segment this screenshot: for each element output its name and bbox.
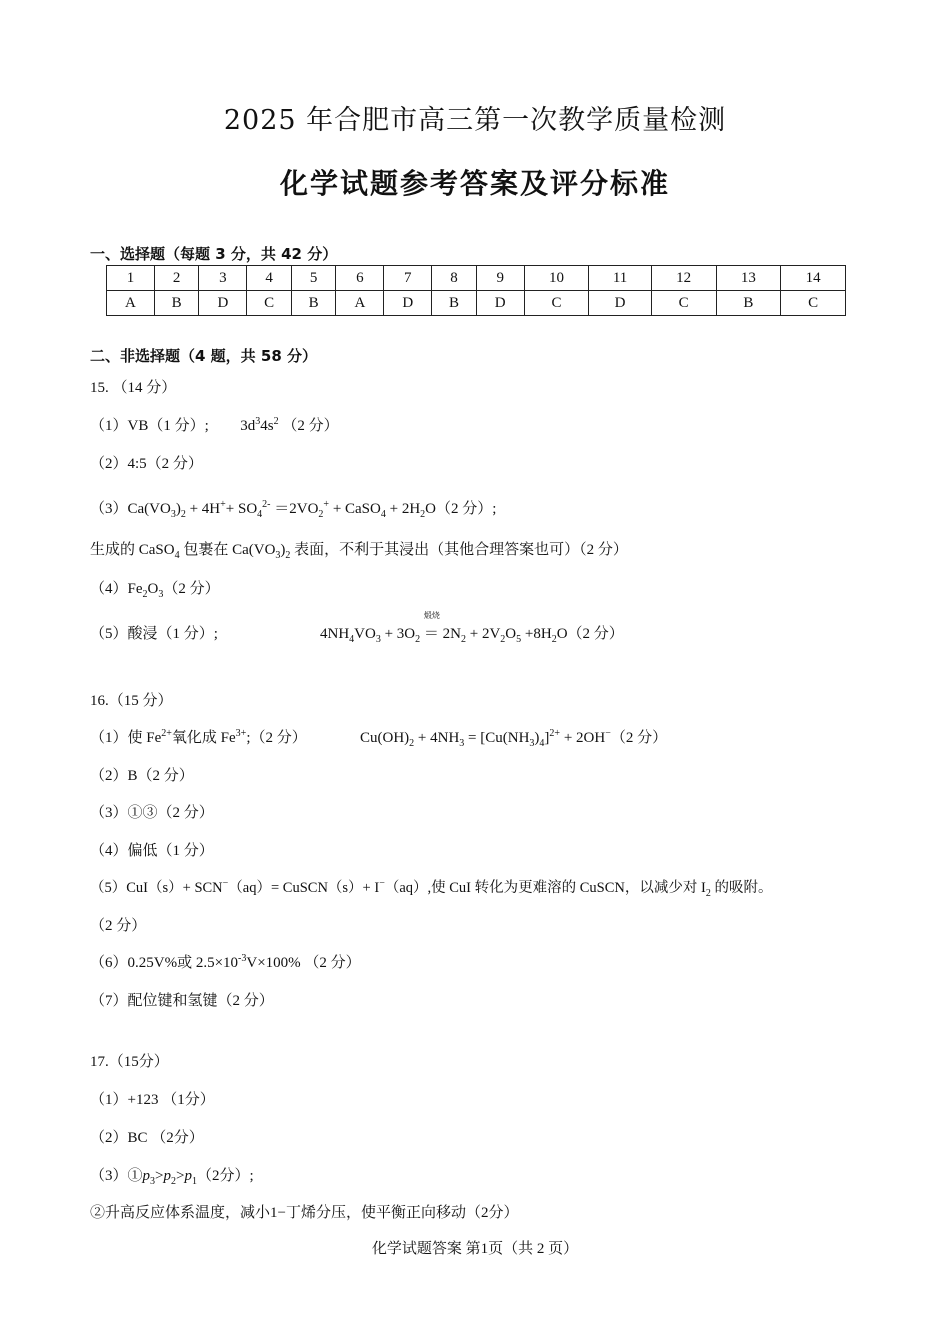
answer-cell: A [107,291,155,316]
q16-answer-3: （3）①③（2 分） [90,805,214,821]
q16-answer-4: （4）偏低（1 分） [90,843,214,859]
question-number-cell: 11 [589,266,651,291]
q17-heading: 17.（15分） [90,1054,169,1070]
q17-answer-2: （2）BC （2分） [90,1130,204,1146]
question-number-cell: 13 [716,266,781,291]
answer-cell: A [336,291,384,316]
q15-answer-2: （2）4:5（2 分） [90,456,203,472]
question-number-cell: 10 [524,266,589,291]
q16-answer-1-equation: $Cu(OH)_2 + 4NH_3 = [Cu(NH_3)_4]^{2+} + 2OH^-(2$ 分） [360,728,668,749]
question-number-cell: 12 [651,266,716,291]
question-number-cell: 14 [781,266,846,291]
q17-answer-1: （1）+123 （1分） [90,1092,215,1108]
q15-answer-3-explanation: 生成的 CaSO$_4$ 包裹在 $Ca(VO_3)_2$ 表面，不利于其浸出（其他合理答案也可）（2 分） [90,542,628,561]
q16-answer-2: （2）B（2 分） [90,768,194,784]
multiple-choice-table [106,265,846,316]
question-number-cell: 7 [384,266,432,291]
part1-heading: 一、选择题（每题 3 分，共 42 分） [90,245,338,263]
exam-title: 2025 年合肥市高三第一次教学质量检测 [223,105,727,136]
answer-cell: C [651,291,716,316]
question-number-row [107,266,846,291]
answer-cell: D [384,291,432,316]
part2-heading: 二、非选择题（4 题，共 58 分） [90,347,317,365]
q16-answer-7: （7）配位键和氢键（2 分） [90,993,274,1009]
question-number-cell: 1 [107,266,155,291]
q15-heading: 15. （14 分） [90,380,177,396]
q16-heading: 16.（15 分） [90,693,173,709]
answer-cell: D [199,291,247,316]
q17-answer-3: $(3)①p_3>p_2>p_1(2$分）; [90,1168,254,1187]
answer-cell: D [589,291,651,316]
question-number-cell: 3 [199,266,247,291]
q15-answer-4: $(4)Fe_2O_3(2$ 分） [90,581,220,600]
question-number-cell: 9 [476,266,524,291]
answer-cell: C [524,291,589,316]
answer-key-title: 化学试题参考答案及评分标准 [279,167,670,200]
question-number-cell: 8 [432,266,477,291]
answer-cell: B [154,291,199,316]
answer-cell: B [432,291,477,316]
question-number-cell: 6 [336,266,384,291]
answer-row [107,291,846,316]
answer-cell: B [716,291,781,316]
question-number-cell: 2 [154,266,199,291]
q16-answer-1: （1）使 $Fe^{2+}$氧化成 $Fe^{3+};(2$ 分） [90,728,307,746]
reaction-condition: 煅烧 ＝ [423,611,440,642]
q15-answer-5-equation: $4NH_4VO_3 + 3O_2$ 煅烧 ＝ $2N_2 + 2V_2O_5 +8H_2O(2$ 分） [320,611,624,645]
q15-answer-3-equation: $(3)Ca(VO_3)_2 + 4H^++ SO_4^{2-} =2VO_2^+$ + CaSO$_4$ + $2H_2O(2$ 分）; [90,499,497,520]
q16-answer-5-score: （2 分） [90,918,147,934]
answer-cell: B [291,291,336,316]
answer-cell: C [247,291,292,316]
q15-answer-1: （1）VB（1 分）; $3d^34s^2$ （2 分） [90,416,339,434]
page-footer: 化学试题答案 第1页（共 2 页） [371,1241,579,1257]
q15-answer-5: （5）酸浸（1 分）; [90,626,218,642]
q16-answer-5: （5）CuI（s）+ SCN−（aq）= CuSCN（s）+ I−（aq）,使 CuI 转化为更难溶的 CuSCN，以减少对 $I_2$ 的吸附。 [90,878,773,899]
q17-answer-3-explanation: ②升高反应体系温度，减小1−丁烯分压，使平衡正向移动（2分） [90,1205,519,1221]
q16-answer-6: （6）0.25V%或 $2.5\times 10^{-3}V\times 100\%$ （2 分） [90,953,361,971]
answer-cell: C [781,291,846,316]
question-number-cell: 4 [247,266,292,291]
answer-cell: D [476,291,524,316]
question-number-cell: 5 [291,266,336,291]
